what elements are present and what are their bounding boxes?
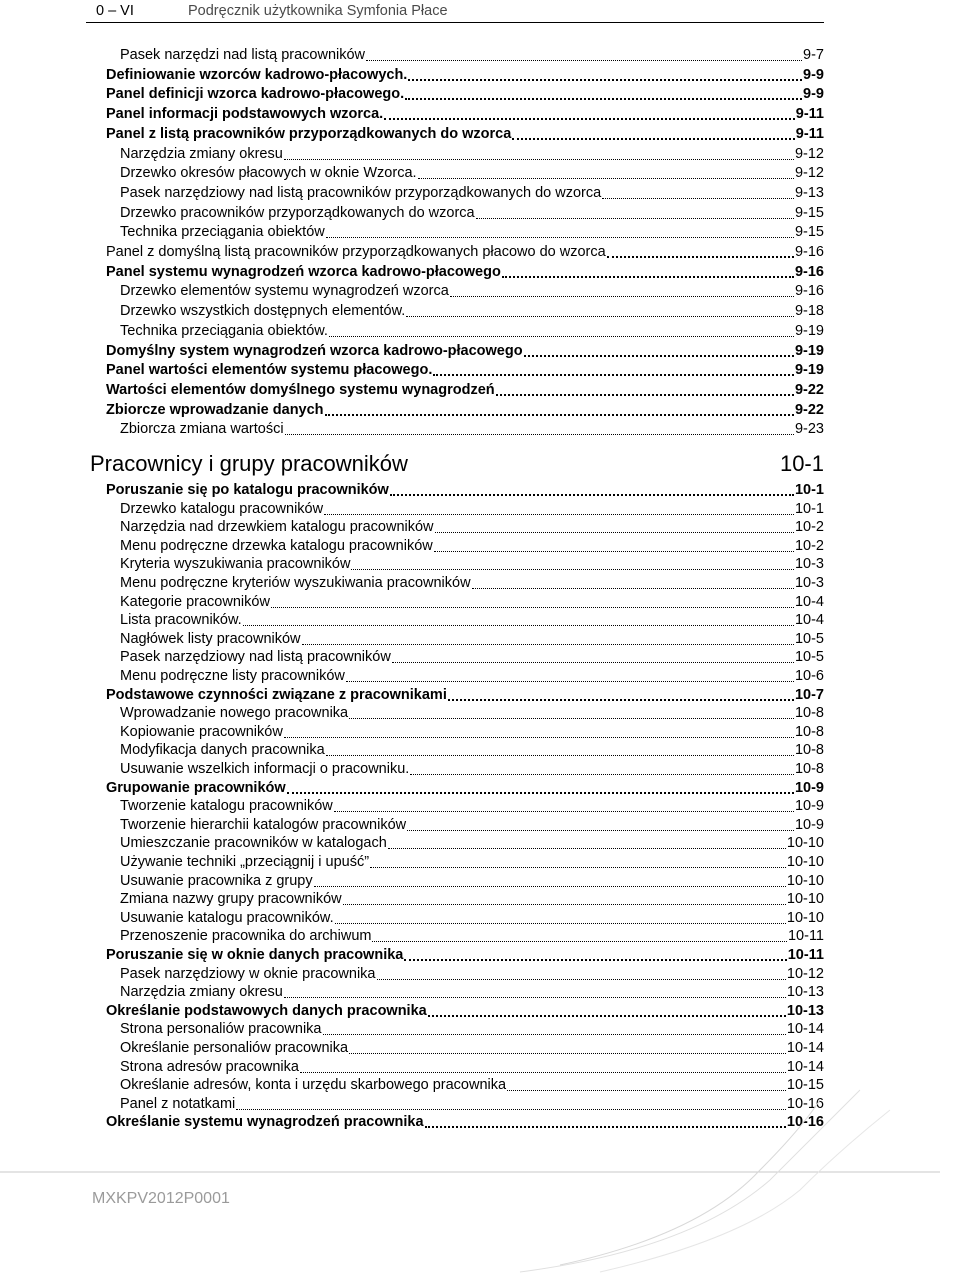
toc-entry[interactable] (106, 123, 824, 143)
toc-entry-page: 9-19 (794, 322, 824, 339)
toc-dot-leader (326, 237, 794, 238)
toc-entry-title: Panel wartości elementów systemu płacowego. (106, 362, 433, 379)
toc-entry-page: 9-16 (794, 263, 824, 280)
toc-entry-title: Drzewko okresów płacowych w oknie Wzorca. (120, 165, 417, 182)
toc-dot-leader (314, 886, 786, 887)
toc-entry-page: 10-16 (786, 1114, 824, 1131)
toc-entry-title: Strona adresów pracownika (120, 1058, 299, 1075)
toc-entry-title: Pasek narzędziowy nad listą pracowników (120, 649, 391, 666)
toc-entry-page: 9-23 (794, 421, 824, 438)
toc-entry[interactable] (120, 981, 824, 1001)
toc-entry-page: 9-12 (794, 165, 824, 182)
toc-entry-page: 10-6 (794, 668, 824, 684)
toc-entry[interactable] (120, 553, 824, 573)
toc-entry-page: 10-9 (794, 779, 824, 796)
toc-entry-page: 10-10 (786, 872, 824, 889)
toc-entry-page: 10-8 (794, 761, 824, 777)
toc-entry-page: 10-10 (786, 854, 824, 870)
toc-dot-leader (512, 138, 794, 140)
toc-dot-leader (602, 198, 794, 199)
toc-dot-leader (284, 737, 794, 738)
toc-entry-title: Panel z domyślną listą pracowników przyporządkowanych płacowo do wzorca (106, 244, 606, 260)
toc-entry[interactable] (120, 162, 824, 182)
toc-entry[interactable] (120, 851, 824, 871)
chapter-heading[interactable] (90, 448, 824, 478)
toc-entry[interactable] (120, 795, 824, 815)
toc-entry-page: 10-5 (794, 630, 824, 647)
toc-entry-title: Usuwanie katalogu pracowników. (120, 909, 334, 926)
toc-dot-leader (287, 792, 794, 794)
toc-dot-leader (302, 644, 794, 645)
toc-entry-title: Definiowanie wzorców kadrowo-płacowych. (106, 66, 408, 83)
toc-dot-leader (410, 774, 794, 775)
toc-entry[interactable] (120, 418, 824, 438)
toc-entry-page: 10-13 (786, 1002, 824, 1019)
toc-entry-page: 9-16 (794, 244, 824, 260)
toc-entry-title: Usuwanie wszelkich informacji o pracowniku. (120, 761, 410, 777)
document-title: Podręcznik użytkownika Symfonia Płace (188, 3, 448, 19)
toc-dot-leader (388, 848, 786, 849)
toc-entry[interactable] (120, 202, 824, 222)
toc-dot-leader (405, 98, 802, 100)
toc-entry-title: Panel informacji podstawowych wzorca. (106, 106, 384, 123)
toc-entry-page: 9-12 (794, 145, 824, 162)
toc-dot-leader (346, 681, 794, 682)
toc-entry-page: 10-1 (794, 500, 824, 517)
page-number: 0 – VI (96, 3, 134, 19)
toc-entry-page: 10-2 (794, 537, 824, 554)
toc-dot-leader (450, 296, 794, 297)
toc-entry-title: Kopiowanie pracowników (120, 723, 283, 740)
toc-entry-page: 10-9 (794, 798, 824, 815)
toc-entry[interactable] (106, 944, 824, 964)
toc-entry-title: Nagłówek listy pracowników (120, 630, 301, 647)
toc-entry-page: 10-8 (794, 705, 824, 722)
toc-entry-title: Pasek narzędziowy w oknie pracownika (120, 965, 376, 982)
toc-entry-title: Pasek narzędziowy nad listą pracowników przyporządkowanych do wzorca (120, 184, 602, 201)
toc-entry[interactable] (120, 280, 824, 300)
toc-entry-title: Drzewko wszystkich dostępnych elementów. (120, 303, 406, 320)
toc-entry-page: 10-11 (787, 928, 824, 945)
chapter-title: Pracownicy i grupy pracowników (90, 451, 408, 476)
toc-entry-title: Kryteria wyszukiwania pracowników (120, 556, 351, 573)
toc-entry[interactable] (106, 684, 824, 704)
toc-entry[interactable] (120, 888, 824, 908)
toc-entry[interactable] (106, 103, 824, 123)
toc-dot-leader (418, 178, 794, 179)
toc-entry[interactable] (120, 143, 824, 163)
chapter-page: 10-1 (779, 451, 824, 476)
toc-dot-leader (404, 959, 786, 961)
toc-dot-leader (408, 79, 802, 81)
toc-dot-leader (366, 60, 802, 61)
toc-entry[interactable] (120, 516, 824, 536)
toc-entry[interactable] (120, 702, 824, 722)
toc-entry-title: Panel z listą pracowników przyporządkowanych do wzorca (106, 125, 512, 142)
toc-entry-page: 9-22 (794, 401, 824, 418)
toc-entry[interactable] (106, 777, 824, 797)
toc-entry-title: Modyfikacja danych pracownika (120, 742, 325, 759)
toc-entry-title: Menu podręczne drzewka katalogu pracowników (120, 537, 433, 554)
toc-dot-leader (496, 394, 794, 396)
toc-entry-title: Usuwanie pracownika z grupy (120, 872, 313, 889)
toc-dot-leader (326, 755, 794, 756)
toc-dot-leader (472, 588, 794, 589)
toc-dot-leader (406, 316, 794, 317)
footer-decoration (0, 1060, 960, 1274)
toc-entry-page: 9-9 (803, 86, 824, 103)
toc-entry[interactable] (120, 814, 824, 834)
toc-entry-page: 10-8 (794, 742, 824, 759)
toc-entry-page: 9-19 (794, 342, 824, 359)
toc-entry-page: 9-16 (794, 283, 824, 300)
toc-entry-page: 9-11 (795, 125, 824, 142)
toc-dot-leader (284, 997, 786, 998)
page-header (0, 0, 960, 22)
toc-entry[interactable] (120, 535, 824, 555)
toc-entry-page: 9-19 (794, 362, 824, 379)
toc-entry-title: Technika przeciągania obiektów. (120, 322, 328, 339)
toc-entry-title: Narzędzia zmiany okresu (120, 145, 283, 162)
toc-dot-leader (434, 551, 794, 552)
toc-entry-page: 9-15 (794, 224, 824, 241)
toc-entry-title: Drzewko katalogu pracowników (120, 500, 324, 517)
toc-dot-leader (407, 830, 794, 831)
toc-entry-title: Zbiorcze wprowadzanie danych (106, 401, 324, 418)
toc-entry[interactable] (106, 261, 824, 281)
toc-entry[interactable] (120, 721, 824, 741)
toc-dot-leader (335, 923, 786, 924)
toc-entry[interactable] (106, 83, 824, 103)
toc-entry[interactable] (120, 300, 824, 320)
toc-dot-leader (323, 1034, 786, 1035)
toc-entry-title: Panel definicji wzorca kadrowo-płacowego. (106, 86, 405, 103)
toc-entry-title: Kategorie pracowników (120, 593, 270, 610)
toc-entry-title: Pasek narzędzi nad listą pracowników (120, 47, 366, 63)
toc-entry-title: Technika przeciągania obiektów (120, 224, 325, 241)
toc-entry-title: Przenoszenie pracownika do archiwum (120, 928, 372, 945)
toc-dot-leader (377, 979, 786, 980)
toc-entry[interactable] (120, 591, 824, 611)
toc-entry-page: 10-8 (794, 723, 824, 740)
toc-entry-page: 10-7 (794, 686, 824, 703)
toc-dot-leader (448, 699, 794, 701)
toc-entry-page: 10-4 (794, 593, 824, 610)
toc-entry-title: Domyślny system wynagrodzeń wzorca kadrowo-płacowego (106, 342, 523, 359)
toc-dot-leader (271, 607, 794, 608)
toc-dot-leader (349, 1053, 786, 1054)
header-divider (86, 22, 824, 23)
toc-entry[interactable] (106, 359, 824, 379)
toc-entry-page: 10-14 (786, 1021, 824, 1038)
toc-dot-leader (349, 718, 794, 719)
toc-entry[interactable] (120, 182, 824, 202)
toc-entry-title: Drzewko pracowników przyporządkowanych do wzorca (120, 204, 475, 221)
toc-dot-leader (524, 355, 794, 357)
toc-entry-title: Podstawowe czynności związane z pracownikami (106, 686, 447, 703)
toc-entry[interactable] (106, 340, 824, 360)
toc-entry[interactable] (120, 739, 824, 759)
toc-entry-title: Grupowanie pracowników (106, 779, 286, 796)
toc-entry-page: 10-10 (786, 835, 824, 852)
toc-dot-leader (285, 434, 794, 435)
toc-entry-title: Panel systemu wynagrodzeń wzorca kadrowo-płacowego (106, 263, 501, 280)
toc-entry[interactable] (120, 963, 824, 983)
toc-entry-page: 10-10 (786, 891, 824, 908)
toc-entry[interactable] (120, 907, 824, 927)
toc-entry-title: Narzędzia zmiany okresu (120, 984, 283, 1001)
toc-entry-page: 10-13 (786, 984, 824, 1001)
toc-dot-leader (435, 532, 794, 533)
toc-dot-leader (343, 904, 786, 905)
toc-entry[interactable] (120, 498, 824, 518)
toc-entry[interactable] (120, 925, 824, 945)
toc-entry-page: 10-12 (786, 965, 824, 982)
toc-dot-leader (607, 256, 794, 258)
toc-dot-leader (392, 662, 794, 663)
toc-dot-leader (390, 494, 794, 496)
toc-entry[interactable] (120, 1018, 824, 1038)
toc-entry-page: 10-9 (794, 816, 824, 833)
document-code: MXKPV2012P0001 (92, 1190, 230, 1207)
toc-entry[interactable] (120, 758, 824, 778)
toc-dot-leader (334, 811, 794, 812)
toc-entry-page: 9-22 (794, 381, 824, 398)
toc-dot-leader (502, 276, 794, 278)
toc-entry-page: 10-11 (787, 947, 824, 963)
toc-entry-title: Narzędzia nad drzewkiem katalogu pracowników (120, 519, 434, 536)
toc-entry-page: 10-14 (786, 1040, 824, 1056)
toc-entry-page: 10-3 (794, 575, 824, 591)
toc-entry-title: Poruszanie się w oknie danych pracownika (106, 947, 404, 963)
toc-entry-page: 10-1 (794, 482, 824, 498)
toc-dot-leader (476, 218, 794, 219)
toc-entry-title: Używanie techniki „przeciągnij i upuść” (120, 854, 370, 870)
toc-entry[interactable] (120, 870, 824, 890)
toc-entry-page: 10-10 (786, 909, 824, 926)
toc-entry[interactable] (120, 609, 824, 629)
toc-entry-page: 9-18 (794, 303, 824, 320)
toc-entry-title: Wartości elementów domyślnego systemu wynagrodzeń (106, 381, 495, 398)
toc-entry[interactable] (120, 628, 824, 648)
toc-entry-title: Umieszczanie pracowników w katalogach (120, 835, 387, 852)
toc-entry-title: Menu podręczne listy pracowników (120, 668, 345, 684)
toc-entry-title: Określanie systemu wynagrodzeń pracownika (106, 1114, 424, 1131)
toc-dot-leader (351, 569, 793, 570)
toc-entry-title: Określanie adresów, konta i urzędu skarbowego pracownika (120, 1077, 507, 1094)
toc-entry[interactable] (106, 1000, 824, 1020)
toc-dot-leader (325, 414, 794, 416)
toc-entry-title: Lista pracowników. (120, 612, 242, 629)
toc-entry-page: 9-7 (803, 47, 824, 63)
toc-entry-page: 10-15 (786, 1077, 824, 1094)
toc-entry-page: 10-5 (794, 649, 824, 666)
toc-entry-page: 10-2 (794, 519, 824, 536)
toc-entry[interactable] (120, 1037, 824, 1057)
toc-entry[interactable] (120, 320, 824, 340)
toc-entry-page: 9-13 (794, 184, 824, 201)
toc-entry-title: Poruszanie się po katalogu pracowników (106, 482, 389, 498)
toc-entry-title: Strona personaliów pracownika (120, 1021, 322, 1038)
toc-entry[interactable] (106, 64, 824, 84)
toc-entry-page: 9-15 (794, 204, 824, 221)
toc-entry-title: Określanie podstawowych danych pracownika (106, 1002, 427, 1019)
toc-entry[interactable] (120, 221, 824, 241)
toc-entry[interactable] (120, 832, 824, 852)
toc-entry-title: Wprowadzanie nowego pracownika (120, 705, 349, 722)
toc-entry[interactable] (120, 665, 824, 685)
toc-entry[interactable] (120, 572, 824, 592)
toc-dot-leader (243, 625, 794, 626)
toc-entry-title: Tworzenie katalogu pracowników (120, 798, 333, 815)
toc-entry-page: 10-4 (794, 612, 824, 629)
toc-entry-page: 10-16 (786, 1095, 824, 1112)
toc-entry-title: Drzewko elementów systemu wynagrodzeń wzorca (120, 283, 449, 300)
toc-dot-leader (428, 1015, 786, 1017)
toc-entry-title: Panel z notatkami (120, 1095, 236, 1112)
toc-dot-leader (329, 336, 794, 337)
toc-entry[interactable] (106, 479, 824, 499)
toc-entry[interactable] (120, 44, 824, 64)
toc-entry[interactable] (106, 379, 824, 399)
toc-entry-title: Menu podręczne kryteriów wyszukiwania pracowników (120, 575, 471, 591)
toc-entry-page: 9-11 (795, 106, 824, 123)
toc-entry-page: 9-9 (803, 66, 824, 83)
toc-dot-leader (370, 867, 786, 868)
toc-dot-leader (433, 374, 794, 376)
toc-entry[interactable] (106, 399, 824, 419)
toc-dot-leader (384, 118, 795, 120)
toc-dot-leader (324, 514, 794, 515)
toc-entry-page: 10-14 (786, 1058, 824, 1075)
toc-entry[interactable] (120, 646, 824, 666)
toc-entry-title: Zmiana nazwy grupy pracowników (120, 891, 342, 908)
toc-entry-title: Określanie personaliów pracownika (120, 1040, 349, 1056)
toc-entry-page: 10-3 (794, 556, 824, 573)
toc-dot-leader (372, 941, 787, 942)
toc-entry-title: Tworzenie hierarchii katalogów pracowników (120, 816, 407, 833)
toc-entry-title: Zbiorcza zmiana wartości (120, 421, 284, 438)
toc-dot-leader (284, 159, 794, 160)
toc-entry[interactable] (106, 241, 824, 261)
